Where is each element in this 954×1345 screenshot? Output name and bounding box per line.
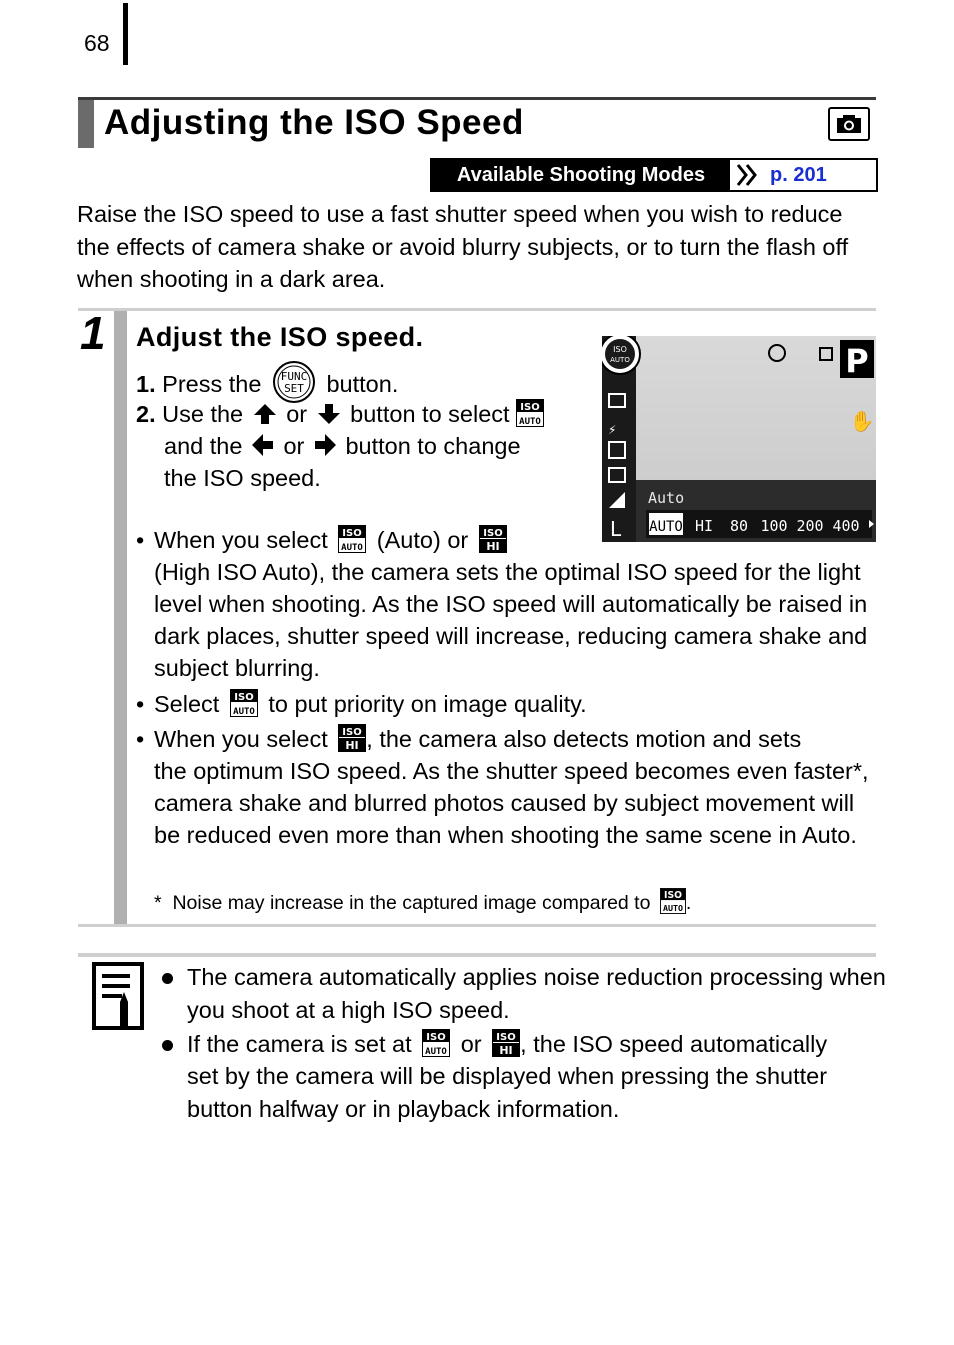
available-shooting-modes [430,158,878,192]
svg-text:ISO: ISO [663,890,682,902]
svg-text:AUTO: AUTO [649,519,683,535]
camera-icon [828,107,870,141]
svg-text:ISO: ISO [426,1032,446,1043]
iso-auto-icon [230,689,258,717]
instruction-number: 1. [136,371,156,397]
step-number: 1 [80,307,106,359]
svg-text:AUTO: AUTO [610,356,630,364]
page-number: 68 [84,30,110,56]
down-arrow-icon [316,403,342,425]
svg-text:AUTO: AUTO [233,707,255,717]
svg-text:AUTO: AUTO [519,417,541,427]
bullet-3-continuation: the optimum ISO speed. As the shutter speed becomes even faster*, camera shake and blurred photos caused by subject movement will be reduced even more than when shooting the same scene in Auto. [154,758,869,848]
step-bottom-rule [78,924,876,927]
instruction-2-line-1 [136,398,544,430]
iso-hi-icon [338,724,366,752]
or-text: or [283,433,305,459]
bullet-marker: • [136,527,145,553]
up-arrow-icon [252,403,278,425]
instruction-2-line-3: the ISO speed. [164,465,321,491]
instruction-text: button to select [350,401,510,427]
step-heading: Adjust the ISO speed. [136,322,424,352]
iso-auto-icon [660,888,686,914]
svg-text:Auto: Auto [648,489,685,507]
page-title: Adjusting the ISO Speed [104,103,524,142]
modes-label: Available Shooting Modes [432,160,730,190]
svg-text:200: 200 [796,517,824,535]
svg-text:ISO: ISO [496,1032,516,1043]
svg-text:HI: HI [499,1044,513,1057]
bullet-1-continuation: (High ISO Auto), the camera sets the optimal ISO speed for the light level when shooting. As the ISO speed will automatically be raised in dark places, shutter speed will increase, reducing camera shake and subject blurring. [154,559,868,681]
footnote: * Noise may increase in the captured image compared to ISO AUTO . [154,888,691,915]
bullet-marker: • [136,691,145,717]
iso-hi-icon [492,1029,520,1057]
svg-text:P: P [845,342,869,380]
note-bullet [162,1040,173,1051]
svg-text:80: 80 [729,517,749,535]
svg-text:100: 100 [760,517,788,535]
svg-text:AUTO: AUTO [341,543,364,553]
svg-text:⚡: ⚡ [608,423,617,437]
memo-icon [92,962,144,1032]
svg-text:ISO: ISO [483,528,503,539]
double-chevron-icon [734,162,762,188]
camera-lcd-screenshot [602,336,876,542]
instruction-2-line-2 [164,430,521,462]
intro-paragraph: Raise the ISO speed to use a fast shutter speed when you wish to reduce the effects of camera shake or avoid blurry subjects, or to turn the flash off when shooting in a dark area. [77,201,849,292]
or-text: or [286,401,308,427]
svg-text:ISO: ISO [342,727,362,738]
iso-hi-icon [479,525,507,553]
page-number-bar [123,3,128,65]
svg-text:L: L [610,517,622,541]
iso-auto-icon [338,525,366,553]
right-arrow-icon [313,433,337,457]
func-label: FUNC [280,370,308,383]
step-side-bar [114,311,127,924]
title-rule [78,97,876,100]
svg-text:AUTO: AUTO [662,903,683,914]
svg-text:ISO: ISO [234,692,254,703]
iso-auto-icon [422,1029,450,1057]
step-top-rule [78,308,876,311]
bullet-marker: • [136,726,145,752]
instruction-text: and the [164,433,243,459]
page-reference-link[interactable]: p. 201 [770,164,827,186]
set-label: SET [284,382,304,395]
instruction-text: Press the [162,371,262,397]
iso-auto-icon [516,399,544,427]
notes-rule [78,953,876,957]
svg-text:HI: HI [694,517,714,535]
instruction-text: button. [326,371,399,397]
svg-text:HI: HI [486,540,500,553]
svg-text:HI: HI [345,739,359,752]
note-2-continuation: set by the camera will be displayed when pressing the shutter button halfway or in playback information. [187,1063,828,1122]
svg-text:ISO: ISO [520,402,540,413]
svg-text:AUTO: AUTO [425,1047,448,1057]
instruction-number: 2. [136,401,156,427]
svg-text:ISO: ISO [613,345,627,354]
svg-text:ISO: ISO [342,528,362,539]
note-bullet [162,973,173,984]
svg-text:400: 400 [832,517,860,535]
instruction-text: Use the [162,401,244,427]
instruction-text: button to change [345,433,521,459]
left-arrow-icon [251,433,275,457]
title-accent-bar [78,100,94,148]
svg-text:✋: ✋ [849,409,875,433]
